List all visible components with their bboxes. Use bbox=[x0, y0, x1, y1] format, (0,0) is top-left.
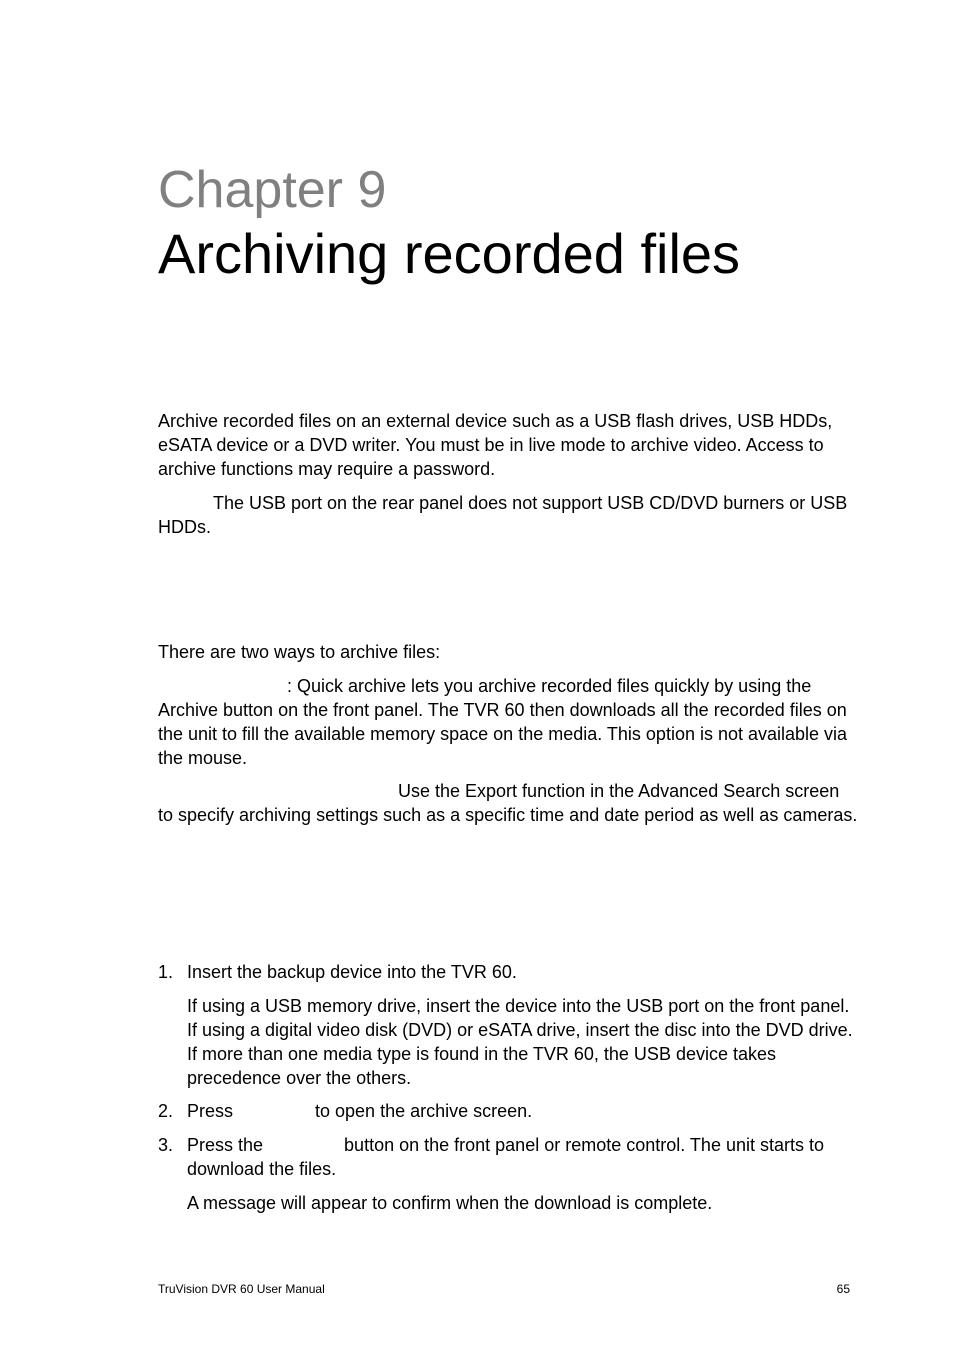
intro-section bbox=[158, 409, 858, 481]
step-3-text-before: Press the bbox=[187, 1135, 264, 1155]
step-1-number: 1. bbox=[158, 962, 174, 982]
step-3 bbox=[158, 1133, 858, 1181]
quick-archive-text: : Quick archive lets you archive recorded files quickly by using the Archive button on the front panel. The TVR 60 then downloads all the recorded files on the unit to fill the available memory space on the media. This option is not available via the mouse. bbox=[158, 676, 848, 768]
step-2 bbox=[158, 1099, 858, 1123]
chapter-label: Chapter 9 bbox=[158, 161, 387, 219]
footer-manual-title: TruVision DVR 60 User Manual bbox=[158, 1282, 325, 1296]
step-1-detail: If using a USB memory drive, insert the device into the USB port on the front panel. If using a digital video disk (DVD) or eSATA drive, insert the disc into the DVD drive. If more than one media type is found in the TVR 60, the USB device takes precedence over the others. bbox=[187, 996, 853, 1088]
intro-paragraph: Archive recorded files on an external device such as a USB flash drives, USB HDDs, eSATA device or a DVD writer. You must be in live mode to archive video. Access to archive functions may require a password. bbox=[158, 411, 833, 479]
ways-intro-section bbox=[158, 640, 858, 664]
chapter-title: Archiving recorded files bbox=[158, 222, 741, 285]
step-3-body bbox=[187, 1133, 857, 1181]
step-3-detail-block bbox=[158, 1191, 858, 1215]
quick-archive-section bbox=[158, 674, 858, 770]
step-1-text: Insert the backup device into the TVR 60. bbox=[187, 962, 517, 982]
note-paragraph bbox=[158, 491, 858, 539]
footer-page-number: 65 bbox=[836, 1282, 850, 1296]
export-paragraph bbox=[158, 779, 858, 827]
note-text: The USB port on the rear panel does not support USB CD/DVD burners or USB HDDs. bbox=[158, 493, 848, 537]
step-2-number: 2. bbox=[158, 1101, 174, 1121]
step-2-text-after: to open the archive screen. bbox=[315, 1101, 533, 1121]
ways-intro: There are two ways to archive files: bbox=[158, 642, 441, 662]
step-1-detail-block bbox=[158, 994, 858, 1090]
export-text: Use the Export function in the Advanced Search screen to specify archiving settings such as a specific time and date period as well as cameras. bbox=[158, 781, 858, 825]
step-3-detail: A message will appear to confirm when the download is complete. bbox=[187, 1193, 713, 1213]
quick-archive-paragraph bbox=[158, 674, 858, 770]
step-3-text-after: button on the front panel or remote control. The unit starts to download the files. bbox=[187, 1135, 824, 1179]
step-2-text-before: Press bbox=[187, 1101, 234, 1121]
step-2-body bbox=[187, 1099, 857, 1123]
note-section bbox=[158, 491, 858, 539]
export-section bbox=[158, 779, 858, 827]
step-3-number: 3. bbox=[158, 1135, 174, 1155]
step-1 bbox=[158, 960, 858, 984]
